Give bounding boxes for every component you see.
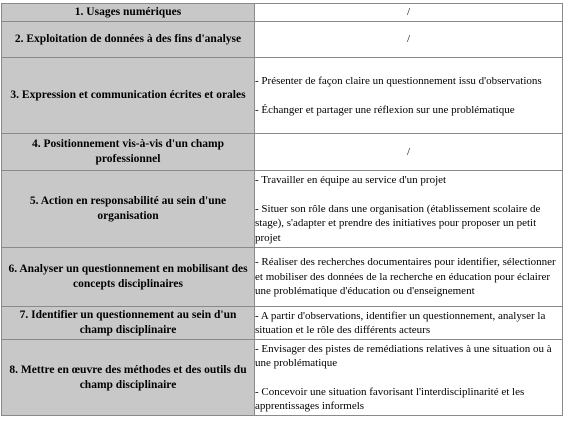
skill-label: 5. Action en responsabilité au sein d'une organisation xyxy=(2,171,255,248)
skill-label: 8. Mettre en œuvre des méthodes et des outils du champ disciplinaire xyxy=(2,340,255,416)
spacer xyxy=(255,371,562,385)
skill-label: 3. Expression et communication écrites et orales xyxy=(2,58,255,134)
skill-details xyxy=(255,58,563,134)
skill-item: - Échanger et partager une réflexion sur une problématique xyxy=(255,103,515,116)
skill-item: - Présenter de façon claire un questionnement issu d'observations xyxy=(255,75,542,87)
skill-item: - Concevoir une situation favorisant l'interdisciplinarité et les apprentissages informels xyxy=(255,385,525,412)
skill-item: - Envisager des pistes de remédiations relatives à une situation ou à une problématique xyxy=(255,342,552,369)
skill-label: 4. Positionnement vis-à-vis d'un champ professionnel xyxy=(2,134,255,171)
table-row xyxy=(2,134,563,171)
table-row xyxy=(2,4,563,22)
skill-empty-marker: / xyxy=(255,4,563,22)
skill-details xyxy=(255,340,563,416)
skill-details xyxy=(255,248,563,307)
skill-details xyxy=(255,171,563,248)
table-row xyxy=(2,171,563,248)
skill-item: - Réaliser des recherches documentaires pour identifier, sélectionner et mobiliser des données de la recherche en éducation pour éclairer une problématique d'éducation ou d'enseignement xyxy=(255,256,556,298)
skill-item: - A partir d'observations, identifier un questionnement, analyser la situation et le rôle des différents acteurs xyxy=(255,309,546,336)
spacer xyxy=(255,89,562,103)
skill-details xyxy=(255,307,563,340)
skill-label: 6. Analyser un questionnement en mobilisant des concepts disciplinaires xyxy=(2,248,255,307)
skills-table xyxy=(1,3,563,416)
skill-item: - Travailler en équipe au service d'un projet xyxy=(255,174,447,186)
table-row xyxy=(2,22,563,58)
spacer xyxy=(255,188,562,202)
skill-label: 1. Usages numériques xyxy=(2,4,255,22)
table-row xyxy=(2,340,563,416)
skill-empty-marker: / xyxy=(255,134,563,171)
skill-empty-marker: / xyxy=(255,22,563,58)
table-row xyxy=(2,307,563,340)
skill-label: 2. Exploitation de données à des fins d'analyse xyxy=(2,22,255,58)
skill-label: 7. Identifier un questionnement au sein d'un champ disciplinaire xyxy=(2,307,255,340)
table-row xyxy=(2,58,563,134)
table-row xyxy=(2,248,563,307)
skill-item: - Situer son rôle dans une organisation (établissement scolaire de stage), s'adapter et prendre des initiatives pour proposer un petit projet xyxy=(255,202,541,244)
